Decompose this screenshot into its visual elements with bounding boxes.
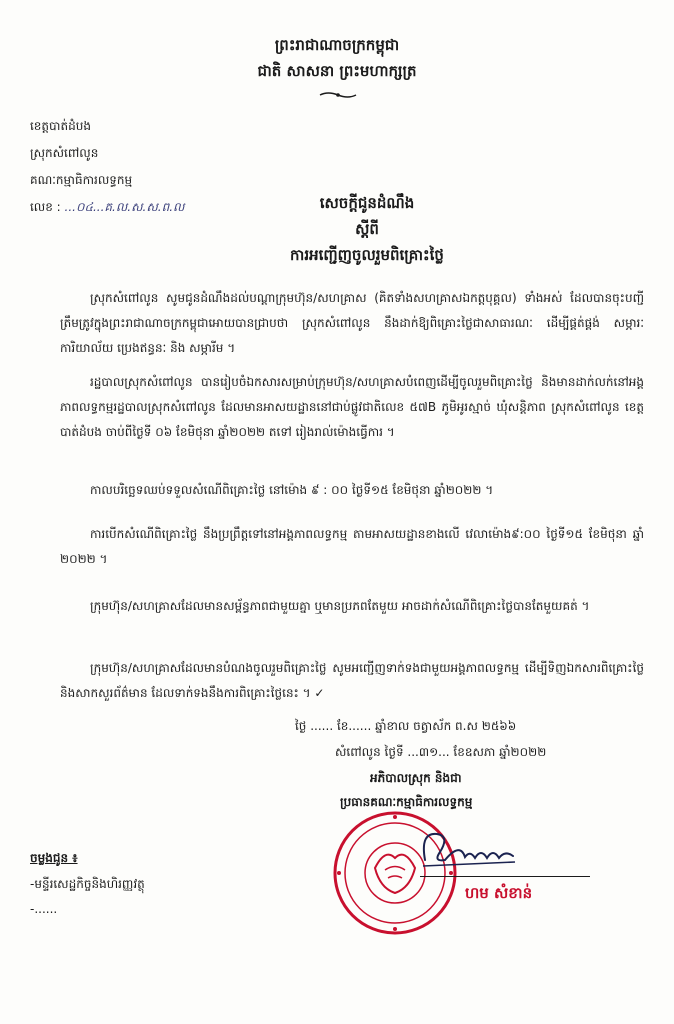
signatory-role-chair: ប្រធានគណៈកម្មាធិការលទ្ធកម្ម [340, 795, 473, 809]
reference-label: លេខ : [30, 200, 61, 214]
lunar-date: ថ្ងៃ ...... ខែ...... ឆ្នាំខាល ចត្វាស័ក ព.ស ២៥៦៦ [295, 719, 517, 733]
paragraph-affiliation: ក្រុមហ៊ុន/សហគ្រាសដែលមានសម្ព័ន្ធភាពជាមួយគ្នា ឬមានប្រភពតែមួយ អាចដាក់សំណើពិគ្រោះថ្លៃបានតែមួយគត់ ។ [90, 599, 590, 613]
paragraph-intro: ស្រុកសំពៅលូន សូមជូនដំណឹងដល់បណ្តាក្រុមហ៊ុន/សហគ្រាស (គិតទាំងសហគ្រាសឯកត្តបុគ្គល) ទាំងអស់ ដែលបានចុះបញ្ជីត្រឹមត្រូវក្នុងព្រះរាជាណាចក្រកម្ពុជាអោយបានជ្រាបថា ស្រុកសំពៅលូន នឹងដាក់ឱ្យពិគ្រោះថ្លៃជាសាធារណៈ ដើម្បីផ្គត់ផ្គង់ សម្ភារៈការិយាល័យ ប្រេងឥន្ធនៈ និង សម្ភារីម ។ [60, 291, 644, 355]
notice-subject: ការអញ្ជើញចូលរួមពិគ្រោះថ្លៃ [290, 246, 444, 264]
signature-underline [420, 876, 590, 877]
cc-item-finance: -មន្ទីរសេដ្ឋកិច្ចនិងហិរញ្ញវត្ថុ [30, 877, 145, 891]
motto-heading: ជាតិ សាសនា ព្រះមហាក្សត្រ [257, 62, 417, 80]
paragraph-deadline: កាលបរិច្ឆេទឈប់ទទួលសំណើពិគ្រោះថ្លៃ នៅម៉ោង ៩ : ០០ ថ្ងៃទី១៥ ខែមិថុនា ឆ្នាំ២០២២ ។ [90, 483, 494, 497]
signatory-role-governor: អភិបាលស្រុក និងជា [370, 771, 462, 785]
district-label: ស្រុកសំពៅលូន [30, 146, 99, 160]
ornament-divider [318, 90, 358, 100]
province-label: ខេត្តបាត់ដំបង [30, 119, 91, 133]
paragraph-opening: ការបើកសំណើពិគ្រោះថ្លៃ នឹងប្រព្រឹត្តទៅនៅអង្គភាពលទ្ធកម្ម តាមអាសយដ្ឋានខាងលើ វេលាម៉ោង៩:០០ ថ្ងៃទី១៥ ខែមិថុនា ឆ្នាំ ២០២២ ។ [60, 527, 644, 566]
notice-title: សេចក្តីជូនដំណឹង [319, 194, 415, 212]
notice-subject-label: ស្តីពី [355, 220, 379, 238]
paragraph-contact: ក្រុមហ៊ុន/សហគ្រាសដែលមានបំណងចូលរួមពិគ្រោះថ្លៃ សូមអញ្ជើញទាក់ទងជាមួយអង្គភាពលទ្ធកម្ម ដើម្បីទិញឯកសារពិគ្រោះថ្លៃ និងសាកសួរព័ត៌មាន ដែលទាក់ទងនឹងការពិគ្រោះថ្លៃនេះ ។ ✓ [60, 661, 644, 700]
kingdom-heading: ព្រះរាជាណាចក្រកម្ពុជា [274, 36, 400, 54]
committee-label: គណៈកម្មាធិការលទ្ធកម្ម [30, 173, 133, 187]
cc-label: ចម្លងជូន ៖ [30, 851, 78, 865]
signatory-name: ហម សំខាន់ [465, 884, 533, 902]
paragraph-documents: រដ្ឋបាលស្រុកសំពៅលូន បានរៀបចំឯកសារសម្រាប់ក្រុមហ៊ុន/សហគ្រាសបំពេញដើម្បីចូលរួមពិគ្រោះថ្លៃ និងមានដាក់លក់នៅអង្គភាពលទ្ធកម្មរដ្ឋបាលស្រុកសំពៅលូន ដែលមានអាសយដ្ឋាននៅជាប់ផ្លូវជាតិលេខ ៥៧B ភូមិអូរស្មាច់ ឃុំសន្តិភាព ស្រុកសំពៅលូន ខេត្តបាត់ដំបង ចាប់ពីថ្ងៃទី ០៦ ខែមិថុនា ឆ្នាំ២០២២ តទៅ រៀងរាល់ម៉ោងធ្វើការ ។ [60, 375, 644, 439]
solar-date: សំពៅលូន ថ្ងៃទី ...៣១... ខែឧសភា ឆ្នាំ២០២២ [335, 745, 547, 759]
reference-value: ...០៤...គ.ល.ស.ស.ព.ល [64, 200, 185, 214]
handwritten-signature [415, 822, 525, 872]
cc-item-other: -...... [30, 902, 58, 916]
